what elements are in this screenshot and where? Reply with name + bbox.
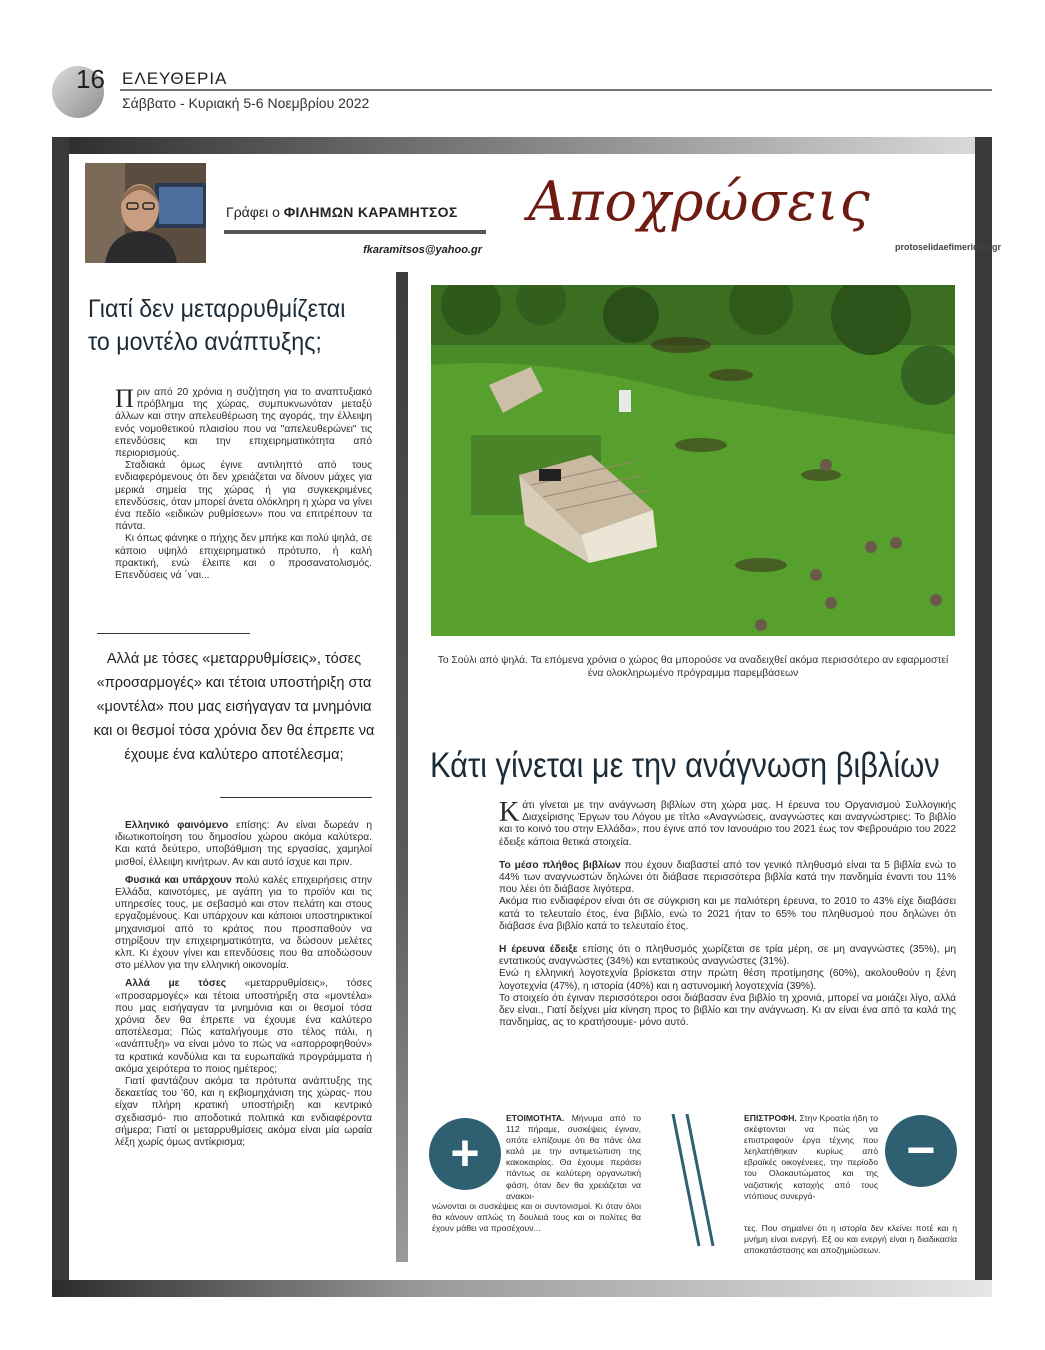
article1-body xyxy=(115,820,372,1149)
author-name: ΦΙΛΗΜΩΝ ΚΑΡΑΜΗΤΣΟΣ xyxy=(283,204,458,220)
issue-date: Σάββατο - Κυριακή 5-6 Νοεμβρίου 2022 xyxy=(122,95,370,111)
article2-p2b: Ακόμα πιο ενδιαφέρον είναι ότι σε σύγκριση και με παλιότερη έρευνα, το 2010 το 43% είχε διαβάσει κατά το τελευταίο έτος, ένα βιβλίο, ενώ το 2021 ήταν το 65% του πληθυσμού που δηλώνει ότι διάβασε ένα βιβλίο κατά το τελευταίο έτος. xyxy=(499,896,956,932)
article2-p2: που έχουν διαβαστεί από τον γενικό πληθυσμό είναι τα 5 βιβλία ενώ το 44% των αναγνωστών δηλώνει ότι διάβασε περισσότερα βιβλία κατά την πανδημία έναντι του 11% που λέει ότι διάβασε λιγότερα. xyxy=(499,859,956,896)
minus-icon xyxy=(885,1115,957,1187)
frame-left-bar xyxy=(52,137,69,1297)
minus-box-label: ΕΠΙΣΤΡΟΦΗ. xyxy=(744,1113,797,1123)
column-title: Αποχρώσεις xyxy=(528,170,871,233)
article1-dropcap: Π xyxy=(115,384,134,413)
pullquote: Αλλά με τόσες «μεταρρυθμίσεις», τόσες «προσαρμογές» και τέτοια υποστήριξη στα «μοντέλα» που μας εισήγαγαν τα μνημόνια και οι θεσμοί τόσα χρόνια δεν θα έπρεπε να έχουμε ένα καλύτερο αποτέλεσμα; xyxy=(93,651,375,763)
column-divider xyxy=(396,272,408,1262)
plus-box-text1: Μήνυμα από το 112 πήραμε, συσκέψεις έγιναν, οπότε ελπίζουμε ότι θα πάνε όλα καλά με την αντιμετώπιση της κακοκαιρίας. Θα έχουμε περάσει πάντως σε καλύτερη οργανωτική φάση, όταν δεν θα χρειάζεται να ανακοι- xyxy=(506,1113,641,1201)
newspaper-name: ΕΛΕΥΘΕΡΙΑ xyxy=(122,69,228,88)
article1-p5 xyxy=(115,875,372,973)
photo-caption: Το Σούλι από ψηλά. Τα επόμενα χρόνια ο χώρος θα μπορούσε να αναδειχθεί ακόμα περισσότερο αν εφαρμοστεί ένα ολοκληρωμένο πρόγραμμα παρεμβάσεων xyxy=(437,655,949,679)
page-number: 16 xyxy=(76,64,105,94)
article2-dropcap: Κ xyxy=(499,797,520,828)
article1-p6-text: «μεταρρυθμίσεις», τόσες «προσαρμογές» και τέτοια υποστήριξη στα «μοντέλα» που μας εισήγαγαν τα μνημόνια και οι θεσμοί τόσα χρόνια δεν θα έπρεπε να έχουμε ένα καλύτερο αποτέλεσμα; Πώς καταλήγουμε στο τέλος πάλι, η «ανάπτυξη» να είναι μόνο το πώς να «απορροφηθούν» τα κρατικά κονδύλια και τα ευρωπαϊκά προγράμματα ή ακόμα χειρότερα το ποιος ημέτερος; xyxy=(115,978,372,1075)
article2-body xyxy=(499,797,956,1040)
watermark: protoselidaefimeridon.gr xyxy=(895,242,1002,252)
article1-p5-text: ολύ καλές επιχειρήσεις στην Ελλάδα, καινοτόμες, με αγάπη για το προϊόν και τις υπηρεσίες τους, με σεβασμό και στον πελάτη και στους εργαζομένους. Και υπάρχουν και κάποιοι υποστηρικτικοί μηχανισμοί από το κράτος που προσπαθούν να στηρίξουν την επιχειρηματικότητα, να δώσουν μελέτες κλπ. Κι έχουν γίνει και επενδύσεις που θα αποδώσουν στο μέλλον για την ελληνική οικονομία. xyxy=(115,874,372,972)
header-rule xyxy=(120,89,992,91)
plus-symbol: + xyxy=(450,1125,480,1181)
double-slash-separator xyxy=(665,1110,725,1250)
article1-p6-lead: Αλλά με τόσες xyxy=(125,978,227,990)
article1-p1: ριν από 20 χρόνια η συζήτηση για το αναπτυξιακό πρόβλημα της χώρας, συμπυκνωνόταν μεταξύ άλλων και στην απελευθέρωση της αγοράς, την έλλειψη ενός νομοθετικού πλαισίου που να "απελευθερώνει" τις επενδύσεις και την επιχειρηματικότητα από περιορισμούς. xyxy=(115,387,372,460)
aerial-photo xyxy=(431,285,955,636)
article1-p5-lead: Φυσικά και υπάρχουν π xyxy=(125,874,244,886)
minus-box-text xyxy=(744,1113,878,1202)
minus-symbol: − xyxy=(906,1122,936,1178)
frame-bottom-bar xyxy=(52,1280,992,1297)
article2-p3: επίσης ότι ο πληθυσμός χωρίζεται σε τρία μέρη, σε μη αναγνώστες (35%), μη εντατικούς αναγνώστες (34%) και εντατικούς αναγνώστες (31%). xyxy=(499,944,956,968)
article2-p1: άτι γίνεται με την ανάγνωση βιβλίων στη χώρα μας. Η έρευνα του Οργανισμού Συλλογικής Διαχείρισης Έργων του Λόγου με τίτλο «Αναγνώσεις, αναγνώστες και αναγνώστριες: Το βιβλίο και το κοινό του στην Ελλάδα», που έγινε από τον Ιανουάριο του 2021 έως τον Φεβρουάριο του 2022 έδειξε κάποια θετικά στοιχεία. xyxy=(499,800,956,848)
plus-box-text-continued: νώνονται οι συσκέψεις και οι συντονισμοί. Κι όταν όλοι θα κάνουν απλώς τη δουλειά τους και οι πολίτες θα έχουν μάθει να προσέχουν... xyxy=(432,1201,641,1234)
article1-p6 xyxy=(115,978,372,1076)
article2-p3c: Το στοιχείο ότι έγιναν περισσότεροι οσοι διάβασαν ένα βιβλίο τη χρονιά, μπορεί να μοιάζει λίγο, αλλά δεν είναι., Γιατί δείχνει μία κίνηση προς το βιβλίο και την ανάγνωση. Κι αν είναι ένα από τα καλά της πανδημίας, ας το κρατήσουμε- μόνο αυτό. xyxy=(499,992,956,1029)
author-photo xyxy=(85,163,206,263)
minus-box-text1: Στην Κροατία ήδη το σκέφτονται να πώς να επιστραφούν έργα τέχνης που λεηλατήθηκαν κυρίως από εβραϊκές οικογένειες, την περίοδο του Ολοκαυτώματος και της ναζιστικής κατοχής από τους ντόπιους συνεργά- xyxy=(744,1113,878,1201)
article1-p2: Σταδιακά όμως έγινε αντιληπτό από τους ενδιαφερόμενους ότι δεν χρειάζεται να δίνουν μάχες για μερικά σημεία της χώρας ή για συγκεκριμένες επενδύσεις, όταν μπορεί άνετα ολόκληρη η χώρα να γίνει ένα πεδίο «ειδικών ρυθμίσεων» που να επιτρέπουν τα πάντα. xyxy=(115,460,372,533)
pullquote-rule-top xyxy=(97,633,250,634)
article1-p3: Κι όπως φάνηκε ο πήχης δεν μπήκε και πολύ ψηλά, σε κάποιο υψηλό επιχειρηματικό πρότυπο, ή καλή πρακτική, ενώ έλειπε και ο προσανατολισμός. Επενδύσεις νά ΄ναι... xyxy=(115,533,372,582)
minus-box-text-continued: τες. Που σημαίνει ότι η ιστορία δεν κλείνει ποτέ και η μνήμη είναι ενεργή. Εξ ου και ενεργή είναι η διαδικασία αποκατάστασης και αποζημιώσεων. xyxy=(744,1223,957,1256)
plus-icon xyxy=(429,1118,501,1190)
article2-p2-lead: Το μέσο πλήθος βιβλίων xyxy=(499,859,621,871)
article1-headline: Γιατί δεν μεταρρυθμίζεται το μοντέλο ανάπτυξης; xyxy=(88,295,346,356)
byline xyxy=(226,204,458,220)
article1-p7: Γιατί φαντάζουν ακόμα τα πρότυπα ανάπτυξης της δεκαετίας του '60, και η εκβιομηχάνιση της χώρας- που είχαν πλήρη κρατική υποστήριξη και κεντρικό σχεδιασμό- πιο αποδοτικά πολιτικά και ενδιαφέροντα σήμερα; Γιατί οι μεταρρυθμίσεις ακόμα είναι μία ωραία λέξη χωρίς όμως αντίκρισμα; xyxy=(115,1076,372,1149)
article2-p3b: Ενώ η ελληνική λογοτεχνία βρίσκεται στην πρώτη θέση προτίμησης (60%), ακολουθούν η ξένη λογοτεχνία (47%), η ιστορία (40%) και η αστυνομική λογοτεχνία (39%). xyxy=(499,968,956,992)
article1-lead xyxy=(115,384,372,582)
frame-top-bar xyxy=(52,137,992,154)
article1-p4 xyxy=(115,820,372,869)
article1-p4-lead: Ελληνικό φαινόμενο xyxy=(125,820,229,831)
author-email[interactable]: fkaramitsos@yahoo.gr xyxy=(363,244,482,256)
plus-box-text xyxy=(506,1113,641,1202)
article2-headline: Κάτι γίνεται με την ανάγνωση βιβλίων xyxy=(430,746,940,785)
pullquote-rule-bottom xyxy=(220,797,372,798)
byline-prefix: Γράφει ο xyxy=(226,204,280,220)
article2-p3-lead: Η έρευνα έδειξε xyxy=(499,944,578,956)
frame-right-bar xyxy=(975,137,992,1297)
plus-box-label: ΕΤΟΙΜΟΤΗΤΑ. xyxy=(506,1113,565,1123)
article1-p4-text: επίσης: Αν είναι δωρεάν η ιδιωτικοποίηση του δημοσίου χώρου ακόμα καλύτερα. Και κατά δεύτερο, υποβάθμιση της εργασίας, χαμηλοί μισθοί, έλλειψη κινήτρων. Αν και αυτό ίσχυε και πριν. xyxy=(115,820,373,868)
byline-rule xyxy=(224,230,486,234)
